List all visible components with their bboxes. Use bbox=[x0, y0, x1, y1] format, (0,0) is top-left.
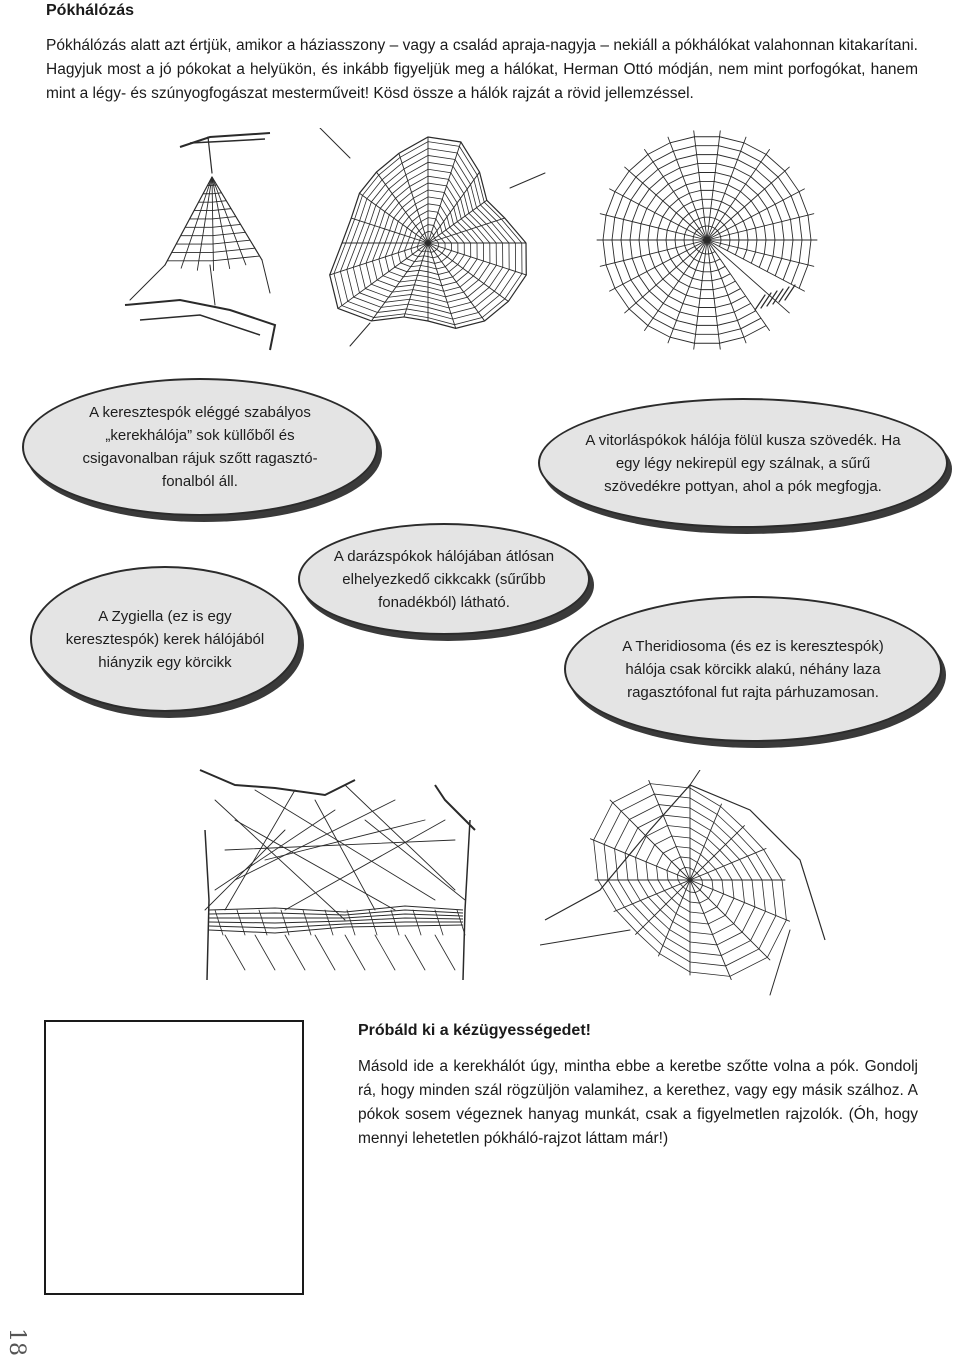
bubble-keresztespok bbox=[22, 378, 378, 516]
sector-web-illustration bbox=[540, 770, 830, 1000]
task-body: Másold ide a kerekhálót úgy, mintha ebbe a keretbe szőtte volna a pók. Gondolj rá, hogy minden szál rögzüljön valamihez, a kerethez, vagy egy másik szálhoz. A pókok sosem végeznek hanyag munkát, csak a figyelmetlen rajzolók. (Óh, hogy mennyi lehetetlen pókháló-rajzot láttam már!) bbox=[358, 1058, 918, 1147]
bubble-darazspok-text: A darázspókok hálójában átlósan elhelyezkedő cikkcakk (sűrűbb fonadékból) látható. bbox=[333, 547, 555, 611]
page-title: Pókhálózás bbox=[46, 2, 135, 19]
orb-web-illustration bbox=[310, 128, 550, 348]
bubble-zygiella-text: A Zygiella (ez is egy keresztespók) kerek hálójából hiányzik egy körcikk bbox=[65, 607, 265, 671]
zygiella-web-illustration bbox=[585, 120, 830, 365]
page-number: 18 bbox=[4, 1328, 29, 1356]
intro-paragraph: Pókhálózás alatt azt értjük, amikor a háziasszony – vagy a család apraja-nagyja – nekiáll a pókhálókat valahonnan kitakarítani. Hagyjuk most a jó pókokat a helyükön, és inkább figyeljük meg a hálókat, Herman Ottó módján, nem mint porfogókat, hanem mint a légy- és szúnyogfogászat mesterműveit! Kösd össze a hálók rajzát a rövid jellemzéssel. bbox=[46, 37, 918, 102]
bubble-keresztespok-text: A keresztespók eléggé szabályos „kerekhálója” sok küllőből és csigavonalban rájuk szőtt ragasztó-fonalból áll. bbox=[82, 404, 318, 490]
sheet-web-illustration bbox=[195, 760, 480, 985]
bubble-zygiella bbox=[30, 566, 300, 712]
bubble-theridiosoma-text: A Theridiosoma (és ez is keresztespók) hálója csak körcikk alakú, néhány laza ragasztófonal fut rajta párhuzamosan. bbox=[622, 637, 884, 701]
bubble-vitorlaspok bbox=[538, 398, 948, 528]
bubble-vitorlaspok-text: A vitorláspókok hálója fölül kusza szövedék. Ha egy légy nekirepül egy szálnak, a sűrű szövedékre pottyan, ahol a pók megfogja. bbox=[585, 431, 901, 495]
bubble-darazspok bbox=[298, 523, 590, 635]
triangle-web-illustration bbox=[120, 125, 280, 355]
task-title: Próbáld ki a kézügyességedet! bbox=[358, 1022, 591, 1039]
drawing-frame[interactable] bbox=[44, 1020, 304, 1295]
bubble-theridiosoma bbox=[564, 596, 942, 742]
